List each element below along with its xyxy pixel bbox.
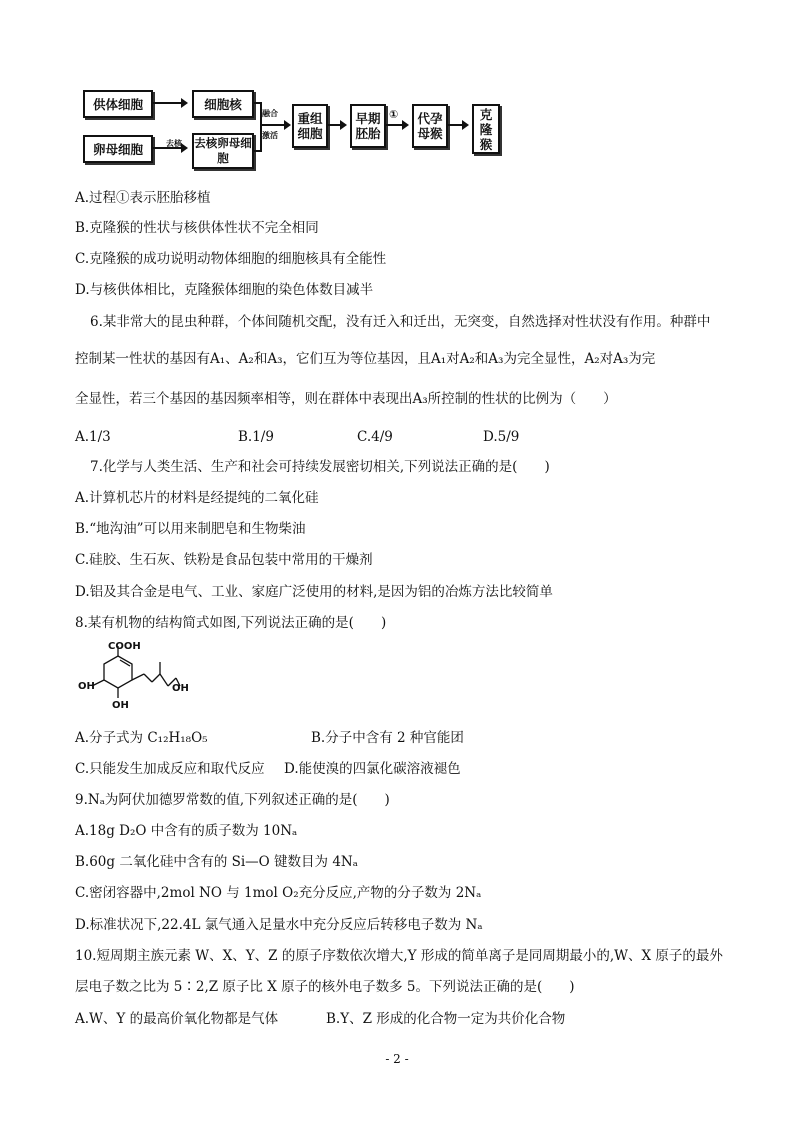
q7-option-b: B.“地沟油”可以用来制肥皂和生物柴油: [75, 521, 306, 537]
early-embryo-box: 早期胚胎: [350, 104, 386, 148]
q9-option-a: A.18g D₂O 中含有的质子数为 10Nₐ: [75, 823, 298, 839]
donor-cell-box: 供体细胞: [83, 90, 153, 118]
q10-option-b: B.Y、Z 形成的化合物一定为共价化合物: [326, 1011, 566, 1027]
nucleus-box: 细胞核: [192, 90, 254, 118]
q10-option-a: A.W、Y 的最高价氧化物都是气体: [75, 1011, 279, 1027]
q8-stem: 8.某有机物的结构简式如图,下列说法正确的是( ): [75, 615, 387, 631]
q6-stem-line2: 控制某一性状的基因有A₁、A₂和A₃，它们互为等位基因，且A₁对A₂和A₃为完全显性，A₂对A₃为完: [75, 351, 656, 367]
page-number: - 2 -: [385, 1052, 409, 1066]
q10-stem-line1: 10.短周期主族元素 W、X、Y、Z 的原子序数依次增大,Y 形成的简单离子是同周期最小的,W、X 原子的最外: [75, 948, 723, 964]
arrow-surrogate-clone: [447, 124, 463, 126]
arrow-donor-nucleus: [152, 102, 182, 104]
enucleated-egg-box: 去核卵母细胞: [192, 133, 254, 169]
q9-option-c: C.密闭容器中,2mol NO 与 1mol O₂充分反应,产物的分子数为 2Nₐ: [75, 885, 482, 901]
q9-option-d: D.标准状况下,22.4L 氯气通入足量水中充分反应后转移电子数为 Nₐ: [75, 917, 483, 933]
q6-stem-line1: 6.某非常大的昆虫种群，个体间随机交配，没有迁入和迁出，无突变，自然选择对性状没有作用。种群中: [90, 314, 711, 330]
q7-option-a: A.计算机芯片的材料是经提纯的二氧化硅: [75, 490, 319, 506]
recombined-cell-box: 重组细胞: [292, 104, 328, 148]
q8-option-b: B.分子中含有 2 种官能团: [311, 730, 464, 746]
oh-right-label: OH: [172, 683, 189, 694]
q6-stem-line3: 全显性，若三个基因的基因频率相等，则在群体中表现出A₃所控制的性状的比例为（ ）: [75, 391, 617, 407]
q7-option-d: D.铝及其合金是电气、工业、家庭广泛使用的材料,是因为铝的冶炼方法比较简单: [75, 584, 553, 600]
q6-option-a: A.1/3: [75, 429, 111, 445]
merge-bracket: [254, 102, 262, 152]
fuse-label: 融合: [262, 109, 278, 118]
cooh-label: COOH: [108, 641, 141, 652]
q10-stem-line2: 层电子数之比为 5∶2,Z 原子比 X 原子的核外电子数多 5。下列说法正确的是( ): [75, 979, 575, 995]
activate-label: 激活: [262, 131, 278, 140]
oh-bottom-label: OH: [112, 700, 129, 711]
q8-option-d: D.能使溴的四氯化碳溶液褪色: [284, 761, 461, 777]
q8-option-c: C.只能发生加成反应和取代反应: [75, 761, 265, 777]
q8-option-a: A.分子式为 C₁₂H₁₈O₅: [75, 730, 208, 746]
q7-stem: 7.化学与人类生活、生产和社会可持续发展密切相关,下列说法正确的是( ): [90, 459, 550, 475]
arrow-fuse: [261, 124, 285, 126]
q9-stem: 9.Nₐ为阿伏加德罗常数的值,下列叙述正确的是( ): [75, 792, 390, 808]
clone-box: 克隆猴: [472, 104, 500, 154]
q6-option-b: B.1/9: [238, 429, 274, 445]
q5-option-c: C.克隆猴的成功说明动物体细胞的细胞核具有全能性: [75, 251, 387, 267]
q6-option-d: D.5/9: [483, 429, 520, 445]
step-mark: ①: [389, 108, 399, 121]
surrogate-box: 代孕母猴: [412, 104, 448, 148]
arrow-embryo-surrogate: [385, 124, 403, 126]
q7-option-c: C.硅胶、生石灰、铁粉是食品包装中常用的干燥剂: [75, 552, 373, 568]
enucleate-label: 去核: [166, 139, 182, 148]
q9-option-b: B.60g 二氧化硅中含有的 Si—O 键数目为 4Nₐ: [75, 854, 358, 870]
q5-option-d: D.与核供体相比，克隆猴体细胞的染色体数目减半: [75, 282, 374, 298]
egg-cell-box: 卵母细胞: [83, 135, 153, 163]
q5-option-a: A.过程①表示胚胎移植: [75, 190, 211, 206]
oh-left-label: OH: [78, 681, 95, 692]
arrow-recombined-embryo: [327, 124, 341, 126]
q6-option-c: C.4/9: [357, 429, 393, 445]
q5-option-b: B.克隆猴的性状与核供体性状不完全相同: [75, 220, 319, 236]
